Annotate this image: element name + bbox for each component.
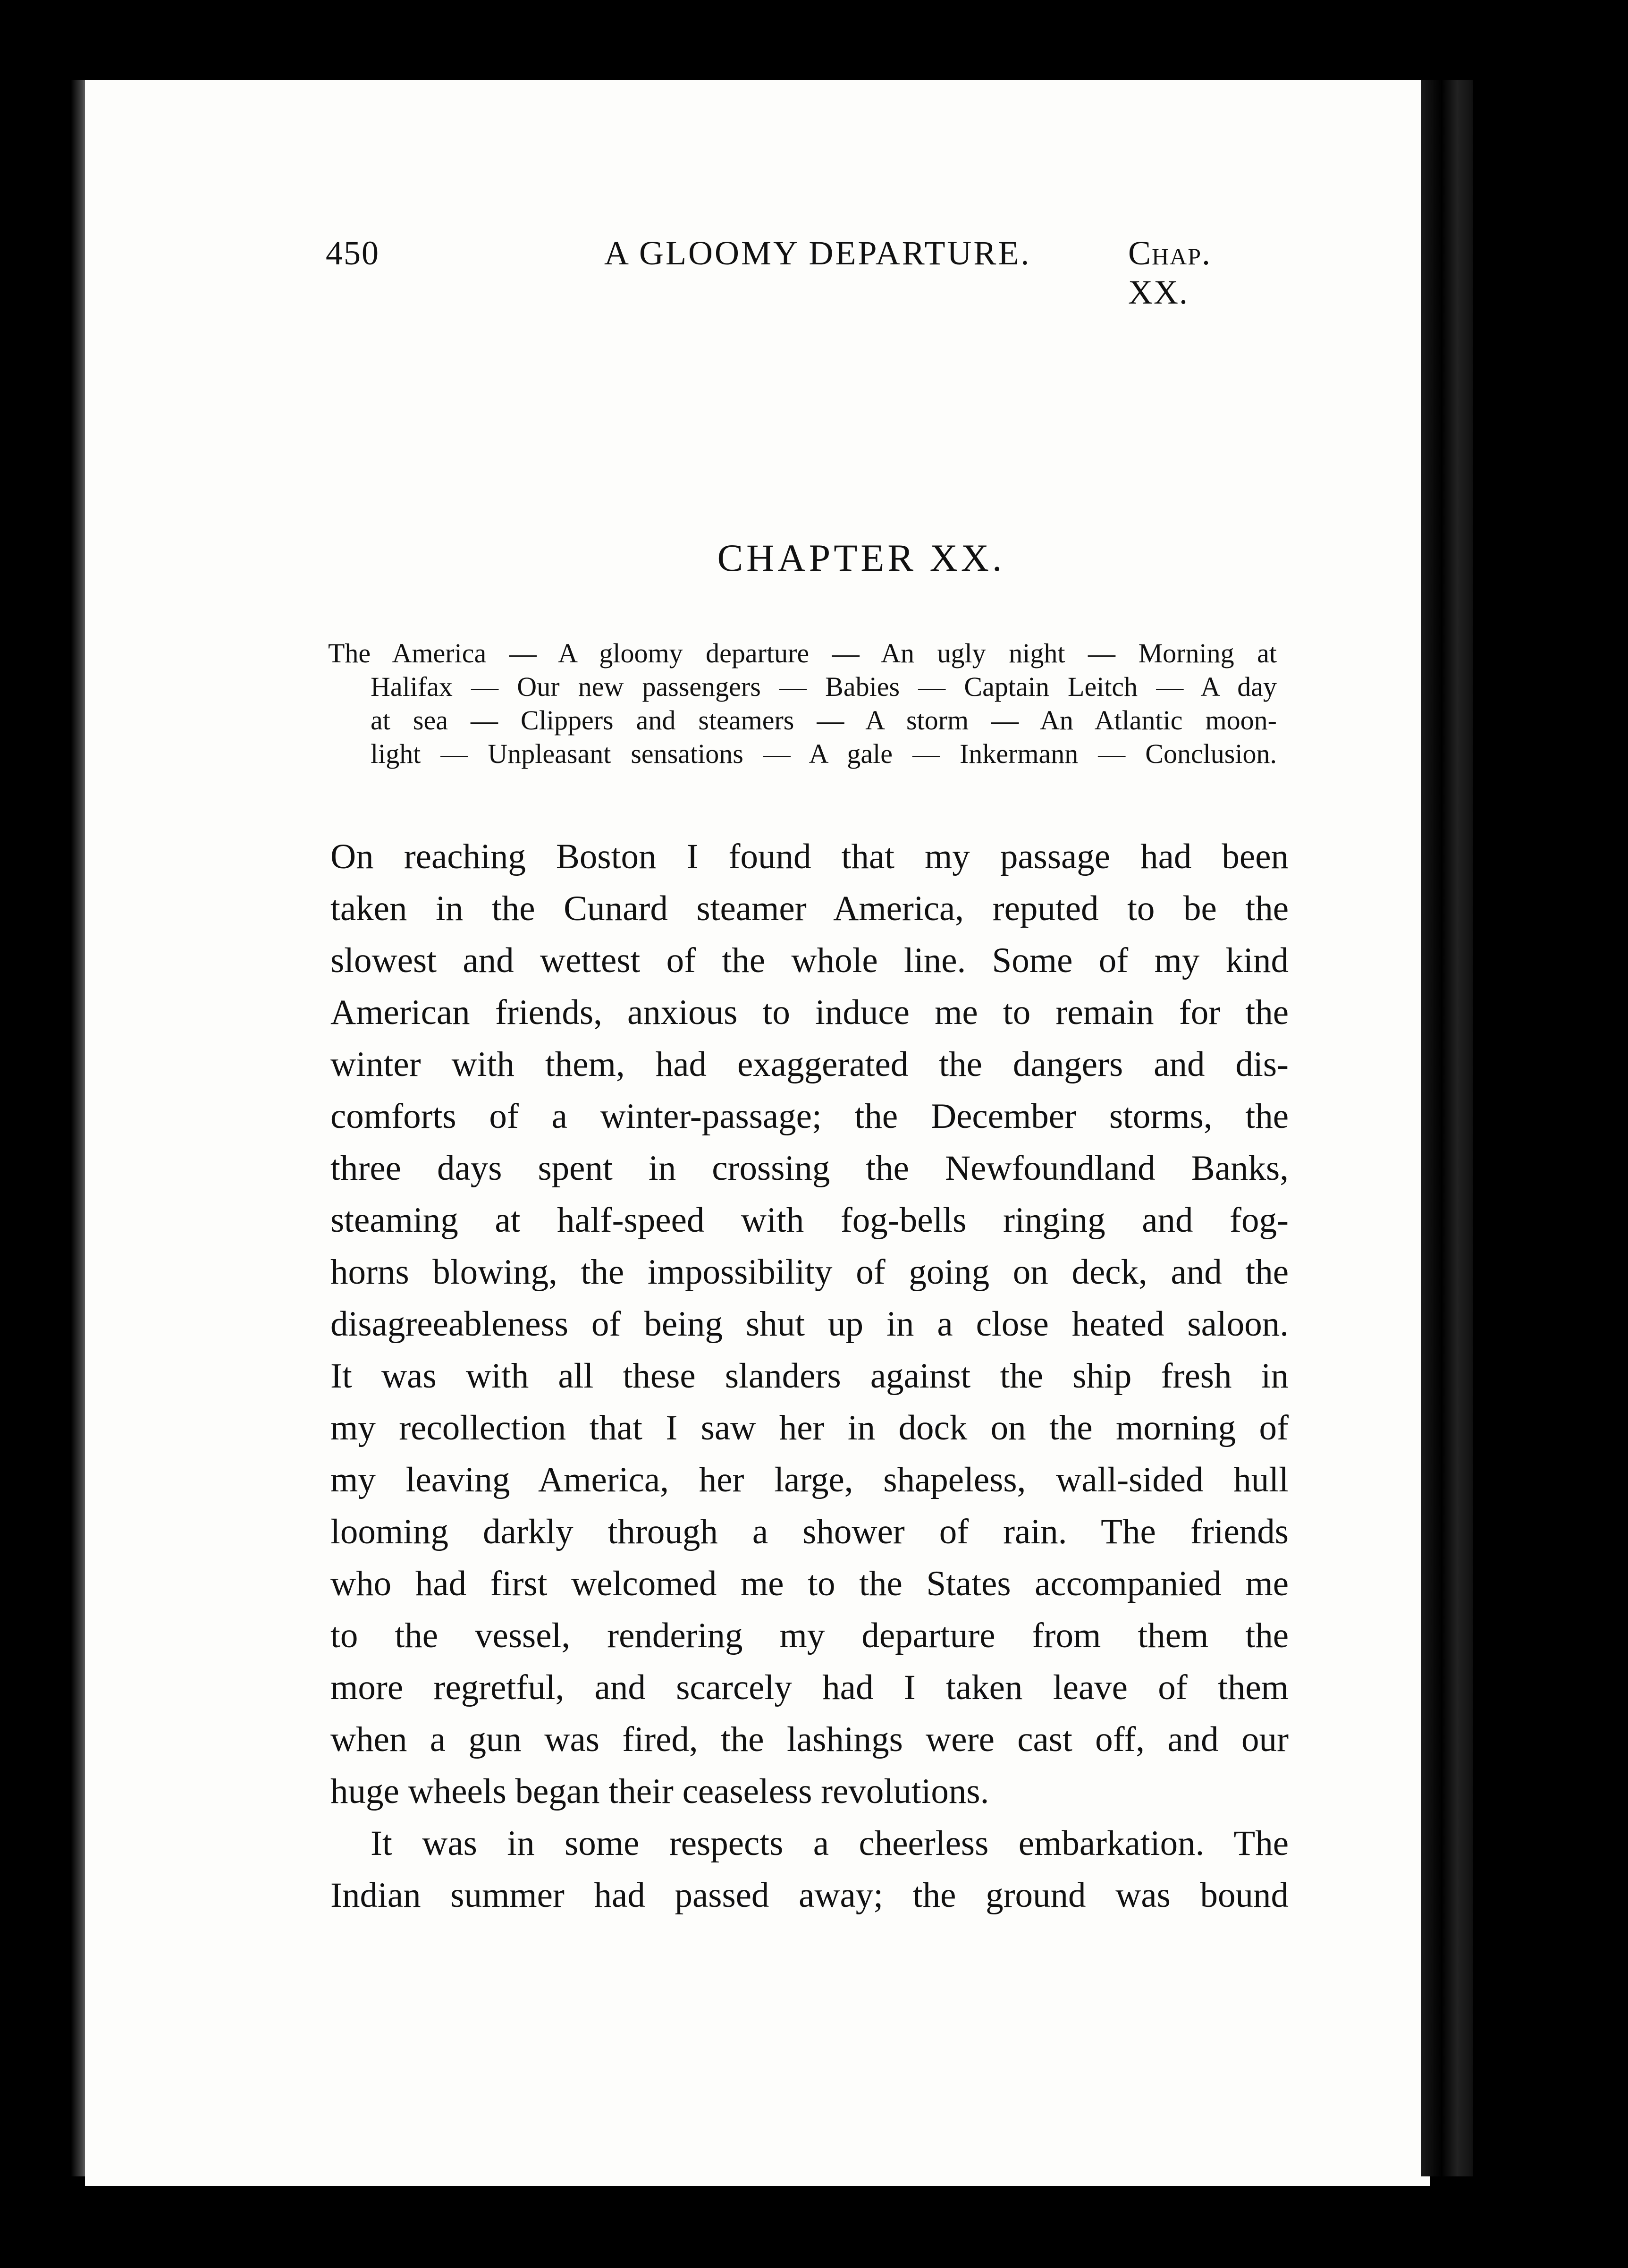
chapter-heading bbox=[0, 536, 1628, 580]
body-line: It was with all these slanders against the ship fresh in bbox=[330, 1356, 1289, 1396]
synopsis-line: at sea — Clippers and steamers — A storm — An Atlantic moon- bbox=[371, 705, 1277, 736]
running-head bbox=[241, 234, 1279, 311]
body-line: It was in some respects a cheerless embarkation. The bbox=[371, 1824, 1289, 1863]
body-line: American friends, anxious to induce me to remain for the bbox=[330, 993, 1289, 1032]
synopsis-line: The America — A gloomy departure — An ugly night — Morning at bbox=[328, 638, 1277, 669]
chapter-reference: Chap. XX. bbox=[1128, 234, 1212, 311]
body-line: steaming at half-speed with fog-bells ringing and fog- bbox=[330, 1201, 1289, 1240]
binding-gutter bbox=[1421, 80, 1473, 2176]
body-line: looming darkly through a shower of rain. The friends bbox=[330, 1512, 1289, 1551]
body-line: slowest and wettest of the whole line. Some of my kind bbox=[330, 941, 1289, 980]
body-line: my leaving America, her large, shapeless, wall-sided hull bbox=[330, 1460, 1289, 1499]
body-line: taken in the Cunard steamer America, reputed to be the bbox=[330, 889, 1289, 928]
chapter-title: CHAPTER XX. bbox=[717, 536, 1005, 579]
body-line: to the vessel, rendering my departure from them the bbox=[330, 1616, 1289, 1655]
running-title: A GLOOMY DEPARTURE. bbox=[604, 234, 1031, 272]
body-line: who had first welcomed me to the States accompanied me bbox=[330, 1564, 1289, 1603]
body-line: my recollection that I saw her in dock on the morning of bbox=[330, 1408, 1289, 1447]
body-text bbox=[330, 831, 1289, 1921]
body-line: winter with them, had exaggerated the dangers and dis- bbox=[330, 1045, 1289, 1084]
synopsis-line: light — Unpleasant sensations — A gale — Inkermann — Conclusion. bbox=[371, 738, 1277, 769]
body-line: Indian summer had passed away; the ground was bound bbox=[330, 1876, 1289, 1915]
page-number: 450 bbox=[326, 234, 380, 272]
body-line: three days spent in crossing the Newfoundland Banks, bbox=[330, 1149, 1289, 1188]
body-line: comforts of a winter-passage; the December storms, the bbox=[330, 1097, 1289, 1136]
synopsis-line: Halifax — Our new passengers — Babies — Captain Leitch — A day bbox=[371, 671, 1277, 702]
body-line: disagreeableness of being shut up in a close heated saloon. bbox=[330, 1304, 1289, 1344]
body-line: when a gun was fired, the lashings were cast off, and our bbox=[330, 1720, 1289, 1759]
body-line: horns blowing, the impossibility of going on deck, and the bbox=[330, 1252, 1289, 1292]
body-line: On reaching Boston I found that my passage had been bbox=[330, 837, 1289, 876]
body-line: huge wheels began their ceaseless revolutions. bbox=[330, 1772, 989, 1811]
chapter-synopsis bbox=[328, 636, 1277, 770]
body-line: more regretful, and scarcely had I taken leave of them bbox=[330, 1668, 1289, 1707]
